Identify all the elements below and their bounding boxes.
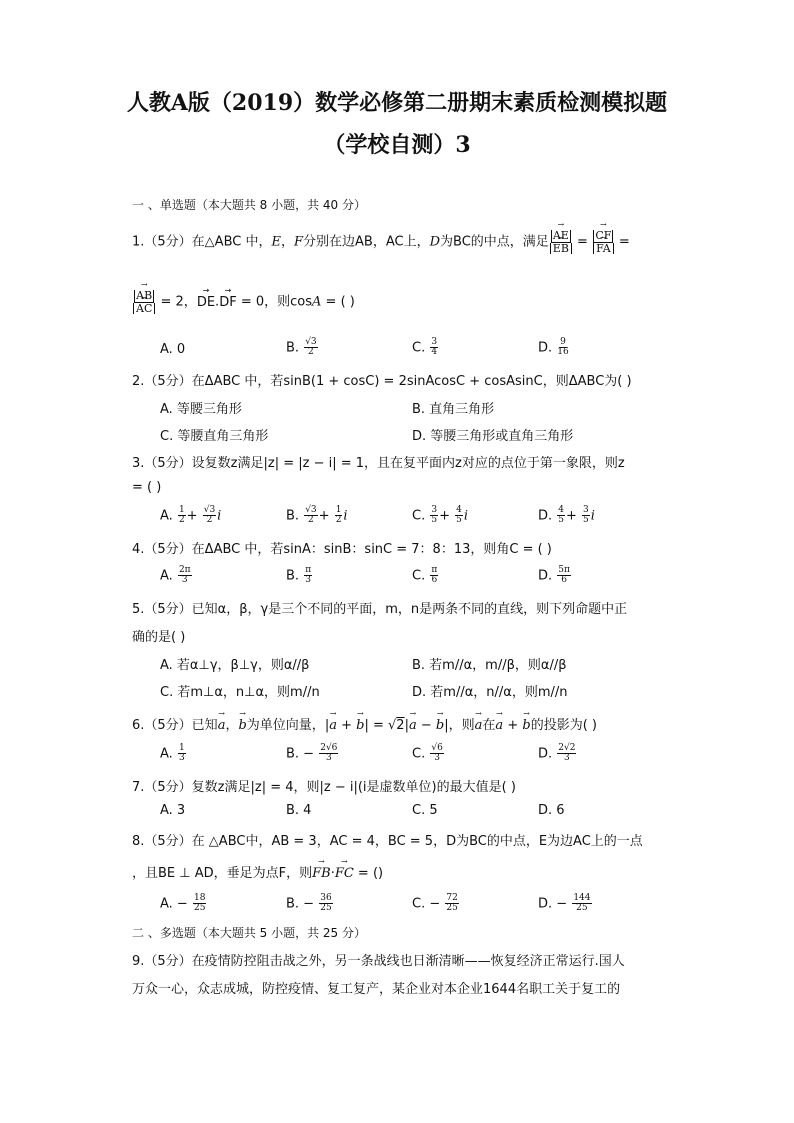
q8-option-a[interactable]: A. − $\frac{18}{25}$ [160, 893, 206, 914]
section-multi-choice: 二 、多选题（本大题共 5 小题，共 25 分） [132, 926, 366, 940]
question-8-stem: 8.（5分）在 △ABC中，AB = 3，AC = 4，BC = 5，D为BC的中点，E为边AC上的一点 [132, 834, 643, 849]
q6-option-b[interactable]: B. − $\frac{2√6}{3}$ [286, 743, 338, 764]
q3-option-d[interactable]: D. $\frac{4}{5}$ + $\frac{3}{5}$ i [538, 505, 595, 526]
q1-option-a[interactable]: A. 0 [160, 342, 186, 357]
q1-option-d[interactable]: D. $\frac{9}{16}$ [538, 337, 569, 358]
question-6-stem: 6.（5分）已知→ a，→ b为单位向量，|→ a + → b| = √2|→ a − → b|，则→ a在→ a + → b的投影为( ) [132, 714, 597, 733]
q2-option-d[interactable]: D. 等腰三角形或直角三角形 [412, 429, 574, 444]
document-title: 人教A版（2019）数学必修第二册期末素质检测模拟题 [126, 90, 668, 116]
question-1-stem: 1.（5分）在△ABC 中，E，F分别在边AB，AC上，D为BC的中点，满足 → AE → EB = → CF → FA = [132, 230, 630, 254]
q7-option-a[interactable]: A. 3 [160, 803, 186, 818]
question-4-stem: 4.（5分）在ΔABC 中，若sinA：sinB：sinC = 7：8：13，则角C = ( ) [132, 542, 552, 557]
document-subtitle: （学校自测）3 [323, 132, 471, 158]
question-5-stem-cont: 确的是( ) [132, 630, 186, 645]
question-5-stem: 5.（5分）已知α，β，γ是三个不同的平面，m，n是两条不同的直线，则下列命题中正 [132, 602, 628, 617]
q8-option-b[interactable]: B. − $\frac{36}{25}$ [286, 893, 332, 914]
q6-option-c[interactable]: C. $\frac{√6}{3}$ [412, 743, 443, 764]
q3-option-b[interactable]: B. $\frac{√3}{2}$ + $\frac{1}{2}$ i [286, 505, 348, 526]
q4-option-b[interactable]: B. $\frac{\pi}{3}$ [286, 565, 312, 586]
q4-option-c[interactable]: C. $\frac{\pi}{6}$ [412, 565, 438, 586]
q5-option-b[interactable]: B. 若m//α，m//β，则α//β [412, 658, 567, 673]
q2-option-a[interactable]: A. 等腰三角形 [160, 402, 242, 417]
question-7-stem: 7.（5分）复数z满足|z| = 4，则|z − i|(i是虚数单位)的最大值是( ) [132, 780, 516, 795]
q6-option-d[interactable]: D. $\frac{2√2}{3}$ [538, 743, 576, 764]
q6-option-a[interactable]: A. $\frac{1}{3}$ [160, 743, 185, 764]
q5-option-c[interactable]: C. 若m⊥α，n⊥α，则m//n [160, 685, 320, 700]
question-3-stem: 3.（5分）设复数z满足|z| = |z − i| = 1，且在复平面内z对应的点位于第一象限，则z [132, 456, 625, 471]
q3-option-c[interactable]: C. $\frac{3}{5}$ + $\frac{4}{5}$ i [412, 505, 469, 526]
q5-option-a[interactable]: A. 若α⊥γ，β⊥γ，则α//β [160, 658, 310, 673]
q5-option-d[interactable]: D. 若m//α，n//α，则m//n [412, 685, 568, 700]
question-9-stem: 9.（5分）在疫情防控阻击战之外，另一条战线也日渐清晰——恢复经济正常运行.国人 [132, 954, 625, 969]
q2-option-c[interactable]: C. 等腰直角三角形 [160, 429, 269, 444]
question-3-stem-cont: = ( ) [132, 480, 162, 495]
question-1-stem-cont: → AB → AC = 2，→ DE.→ DF = 0，则cosA = ( ) [132, 290, 355, 314]
q8-option-c[interactable]: C. − $\frac{72}{25}$ [412, 893, 458, 914]
q2-option-b[interactable]: B. 直角三角形 [412, 402, 495, 417]
q8-option-d[interactable]: D. − $\frac{144}{25}$ [538, 893, 591, 914]
q7-option-d[interactable]: D. 6 [538, 803, 565, 818]
question-8-stem-cont: ，且BE ⊥ AD，垂足为点F，则→ FB·→ FC = () [132, 862, 383, 881]
q7-option-c[interactable]: C. 5 [412, 803, 438, 818]
question-9-stem-cont: 万众一心，众志成城，防控疫情、复工复产，某企业对本企业1644名职工关于复工的 [132, 982, 621, 997]
q4-option-d[interactable]: D. $\frac{5\pi}{6}$ [538, 565, 570, 586]
q3-option-a[interactable]: A. $\frac{1}{2}$ + $\frac{√3}{2}$ i [160, 505, 222, 526]
q4-option-a[interactable]: A. $\frac{2\pi}{3}$ [160, 565, 191, 586]
section-single-choice: 一 、单选题（本大题共 8 小题，共 40 分） [132, 198, 366, 212]
question-2-stem: 2.（5分）在ΔABC 中，若sinB(1 + cosC) = 2sinAcosC + cosAsinC，则ΔABC为( ) [132, 374, 632, 389]
q7-option-b[interactable]: B. 4 [286, 803, 312, 818]
q1-option-b[interactable]: B. $\frac{√3}{2}$ [286, 337, 317, 358]
q1-option-c[interactable]: C. $\frac{3}{4}$ [412, 337, 438, 358]
